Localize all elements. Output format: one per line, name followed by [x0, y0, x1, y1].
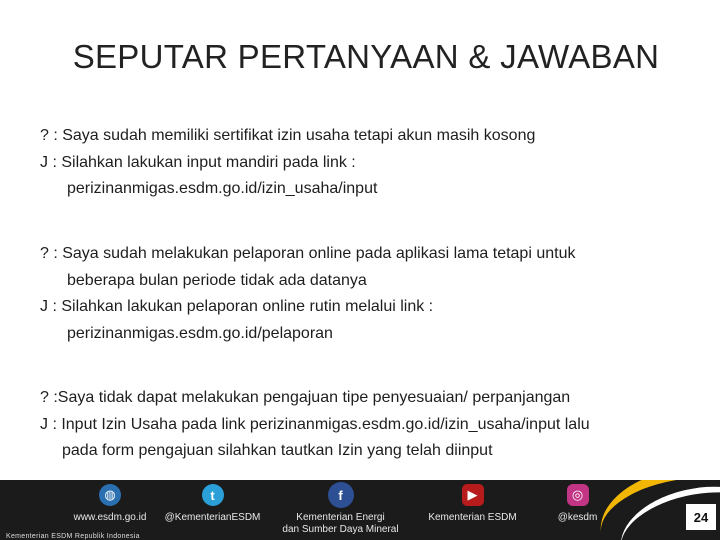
question-text: ? : Saya sudah memiliki sertifikat izin usaha tetapi akun masih kosong: [40, 127, 536, 144]
answer-text-continued: pada form pengajuan silahkan tautkan Izin yang telah diinput: [62, 442, 493, 459]
footer-facebook[interactable]: [278, 482, 403, 538]
instagram-icon: ◎: [567, 484, 589, 506]
qa-block-1: [40, 123, 700, 203]
twitter-icon: t: [202, 484, 224, 506]
facebook-icon: f: [328, 482, 354, 508]
question-text-continued: beberapa bulan periode tidak ada datanya: [67, 271, 367, 289]
answer-text: J : Silahkan lakukan input mandiri pada link :: [40, 153, 356, 171]
question-text: ? : Saya sudah melakukan pelaporan online pada aplikasi lama tetapi untuk: [40, 245, 576, 262]
answer-link: perizinanmigas.esdm.go.id/izin_usaha/input: [67, 180, 378, 197]
footer-twitter-label: @KementerianESDM: [164, 512, 261, 523]
footer-youtube[interactable]: [425, 484, 520, 540]
footer-website[interactable]: [55, 484, 165, 540]
footer-instagram-label: @kesdm: [557, 512, 598, 523]
qa-block-3: [40, 385, 700, 465]
footer-twitter[interactable]: [160, 484, 265, 540]
footer-bar: [0, 480, 720, 540]
answer-text: J : Input Izin Usaha pada link perizinanmigas.esdm.go.id/izin_usaha/input lalu: [40, 415, 590, 433]
footer-website-label: www.esdm.go.id: [73, 512, 147, 523]
question-text: ? :Saya tidak dapat melakukan pengajuan tipe penyesuaian/ perpanjangan: [40, 389, 571, 406]
qa-block-2: [40, 241, 700, 347]
footer-youtube-label: Kementerian ESDM: [428, 512, 517, 523]
ministry-name: Kementerian ESDM Republik Indonesia: [6, 533, 140, 540]
globe-icon: ◍: [99, 484, 121, 506]
footer-facebook-label-2: dan Sumber Daya Mineral: [282, 524, 399, 535]
answer-text: J : Silahkan lakukan pelaporan online rutin melalui link :: [40, 298, 434, 315]
youtube-icon: ▶: [462, 484, 484, 506]
slide-title: SEPUTAR PERTANYAAN & JAWABAN: [72, 38, 660, 75]
page-number: 24: [686, 504, 716, 530]
footer-facebook-label-1: Kementerian Energi: [296, 512, 385, 523]
answer-link: perizinanmigas.esdm.go.id/pelaporan: [67, 324, 333, 342]
